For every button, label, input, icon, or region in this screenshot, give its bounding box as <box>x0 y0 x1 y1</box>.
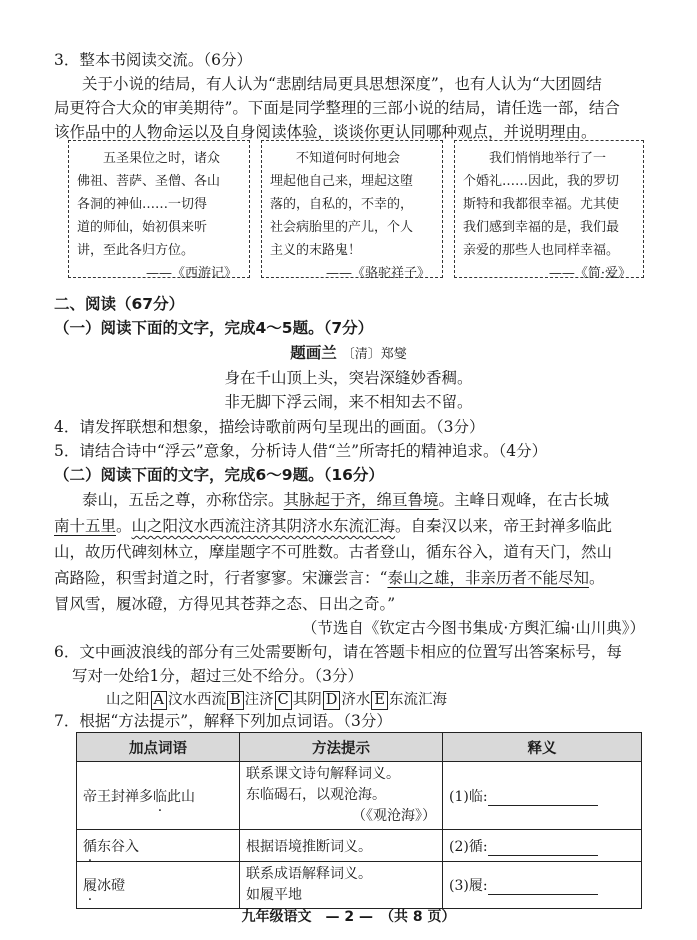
poem-line-2: 非无脚下浮云闹，来不相知去不留。 <box>224 393 473 411</box>
passage-line-5: 冒风雪，履冰磴，方得见其苍莽之态、日出之奇。” <box>54 595 396 613</box>
excerpt-source: ——《简·爱》 <box>548 266 631 281</box>
answer-blank[interactable] <box>488 841 598 856</box>
passage-underlined-3: 泰山之雄，非亲历者不能尽知 <box>387 569 589 587</box>
answer-blank[interactable] <box>488 880 598 895</box>
table-header: 加点词语 <box>77 733 240 762</box>
q3-body-1: 关于小说的结局，有人认为“悲剧结局更具思想深度”，也有人认为“大团圆结 <box>82 75 602 93</box>
q6-segment: 注济 <box>244 692 274 708</box>
table-header-row <box>77 733 642 762</box>
passage-line-3: 山，故历代碑刻林立，摩崖题字不可胜数。古者登山，循东谷入，道有天门，然山 <box>54 543 613 561</box>
hint-line: 东临碣石，以观沧海。 <box>246 787 386 803</box>
passage-text: 。自秦汉以来，帝王封禅多临此 <box>395 517 613 535</box>
q3-title: 3．整本书阅读交流。（6分） <box>54 51 252 69</box>
excerpt-box-jianai <box>454 140 644 281</box>
q6-mark-d: D <box>323 691 341 710</box>
word-text: 东谷入 <box>97 838 139 855</box>
q7: 7．根据“方法提示”，解释下列加点词语。（3分） <box>54 712 392 730</box>
answer-blank[interactable] <box>488 791 598 806</box>
excerpt-line: 讲，至此各归方位。 <box>77 243 195 258</box>
passage-underlined-1: 其脉起于齐，绵亘鲁境 <box>283 491 439 509</box>
passage-text: 。 <box>116 517 132 535</box>
page-footer: 九年级语文 — 2 — （共 8 页） <box>241 909 456 925</box>
excerpt-line: 个婚礼……因此，我的罗切 <box>463 174 620 189</box>
passage-underlined-2: 南十五里 <box>54 517 117 535</box>
q5: 5．请结合诗中“浮云”意象，分析诗人借“兰”所寄托的精神追求。（4分） <box>54 442 548 460</box>
answer-cell[interactable] <box>443 762 642 830</box>
excerpt-line: 斯特和我都很幸福。尤其使 <box>463 197 620 212</box>
hint-cell <box>240 862 443 909</box>
hint-line: （《观沧海》） <box>352 808 436 824</box>
excerpt-line: 落的，自私的，不幸的， <box>270 197 414 212</box>
excerpt-line: 我们悄悄地举行了一 <box>489 151 607 166</box>
dotted-word: 履 <box>83 878 97 894</box>
hint-line: 如履平地 <box>246 887 302 903</box>
poem-author: 〔清〕郑燮 <box>341 347 407 362</box>
answer-label: (3)履: <box>449 878 488 894</box>
excerpt-box-xiyouji <box>68 140 250 281</box>
passage-text: 高路险，积雪封道之时，行者寥寥。宋濂尝言：“ <box>54 569 388 587</box>
q6-segment: 其阴 <box>292 692 322 708</box>
excerpt-source: ——《西游记》 <box>145 266 237 281</box>
table-header: 释义 <box>443 733 642 762</box>
passage-text: 。主峰日观峰，在古长城 <box>438 491 610 509</box>
passage-text: 。 <box>588 569 605 587</box>
excerpt-line: 佛祖、菩萨、圣僧、各山 <box>77 174 221 189</box>
passage-source: （节选自《钦定古今图书集成·方舆汇编·山川典》） <box>301 619 645 637</box>
section-2-title: 二、阅读（67分） <box>54 295 185 313</box>
word-cell <box>77 862 240 909</box>
hint-line: 根据语境推断词义。 <box>246 838 372 855</box>
hint-cell <box>240 830 443 862</box>
excerpt-line: 我们感到幸福的是，我们最 <box>463 220 620 235</box>
q6-mark-e: E <box>371 691 388 710</box>
passage-wavy-segment: 山之阳汶水西流注济其阴济水东流汇海 <box>131 517 396 535</box>
word-cell <box>77 762 240 830</box>
q6-mark-b: B <box>227 691 244 710</box>
passage-line-1 <box>82 488 609 512</box>
q7-table <box>76 732 642 909</box>
excerpt-line: 亲爱的那些人也同样幸福。 <box>463 243 620 258</box>
hint-line: 联系成语解释词义。 <box>246 866 372 882</box>
q6-mark-c: C <box>275 691 292 710</box>
excerpt-line: 不知道何时何地会 <box>296 151 401 166</box>
q6-mark-a: A <box>151 691 167 710</box>
q3-body-2: 局更符合大众的审美期待”。下面是同学整理的三部小说的结局，请任选一部，结合 <box>54 99 620 117</box>
excerpt-box-luotuoxiangzi <box>261 140 443 281</box>
passage-line-2 <box>54 514 612 538</box>
excerpt-source: ——《骆驼祥子》 <box>325 266 430 281</box>
passage-line-4 <box>54 566 604 590</box>
table-row <box>77 830 642 862</box>
hint-line: 联系课文诗句解释词义。 <box>246 766 400 782</box>
poem-title: 题画兰 <box>290 344 337 362</box>
poem-line-1: 身在千山顶上头，突岩深缝妙香稠。 <box>224 369 473 387</box>
q3-body-3: 该作品中的人物命运以及自身阅读体验，谈谈你更认同哪种观点，并说明理由。 <box>54 123 597 141</box>
excerpt-line: 各洞的神仙……一切得 <box>77 197 208 212</box>
dotted-word: 循 <box>83 838 97 855</box>
answer-cell[interactable] <box>443 862 642 909</box>
table-row <box>77 862 642 909</box>
table-header: 方法提示 <box>240 733 443 762</box>
dotted-word: 临 <box>153 788 167 805</box>
word-text: 此山 <box>167 788 195 805</box>
excerpt-line: 主义的末路鬼！ <box>270 243 362 258</box>
q6-segment: 东流汇海 <box>388 692 447 708</box>
poem-header <box>0 341 697 367</box>
passage-text: 泰山，五岳之尊，亦称岱宗。 <box>82 491 284 509</box>
q6-line-2: 写对一处给1分，超过三处不给分。（3分） <box>72 667 363 685</box>
q6-segment: 汶水西流 <box>167 692 226 708</box>
excerpt-line: 道的师仙，始初俱来听 <box>77 220 208 235</box>
part-1-title: （一）阅读下面的文字，完成4～5题。（7分） <box>54 319 374 337</box>
excerpt-line: 埋起他自己来，埋起这堕 <box>270 174 414 189</box>
word-text: 帝王封禅多 <box>83 788 153 805</box>
word-text: 冰磴 <box>97 878 125 894</box>
answer-cell[interactable] <box>443 830 642 862</box>
q6-segment: 济水 <box>341 692 371 708</box>
table-row <box>77 762 642 830</box>
answer-label: (1)临: <box>449 788 488 805</box>
part-2-title: （二）阅读下面的文字，完成6～9题。（16分） <box>54 466 384 484</box>
q6-segment: 山之阳 <box>106 692 150 708</box>
hint-cell <box>240 762 443 830</box>
excerpt-line: 五圣果位之时，诸众 <box>103 151 221 166</box>
answer-label: (2)循: <box>449 838 488 855</box>
q6-line-1: 6．文中画波浪线的部分有三处需要断句，请在答题卡相应的位置写出答案标号，每 <box>54 643 622 661</box>
excerpt-line: 社会病胎里的产儿，个人 <box>270 220 414 235</box>
word-cell <box>77 830 240 862</box>
q4: 4．请发挥联想和想象，描绘诗歌前两句呈现出的画面。（3分） <box>54 418 485 436</box>
